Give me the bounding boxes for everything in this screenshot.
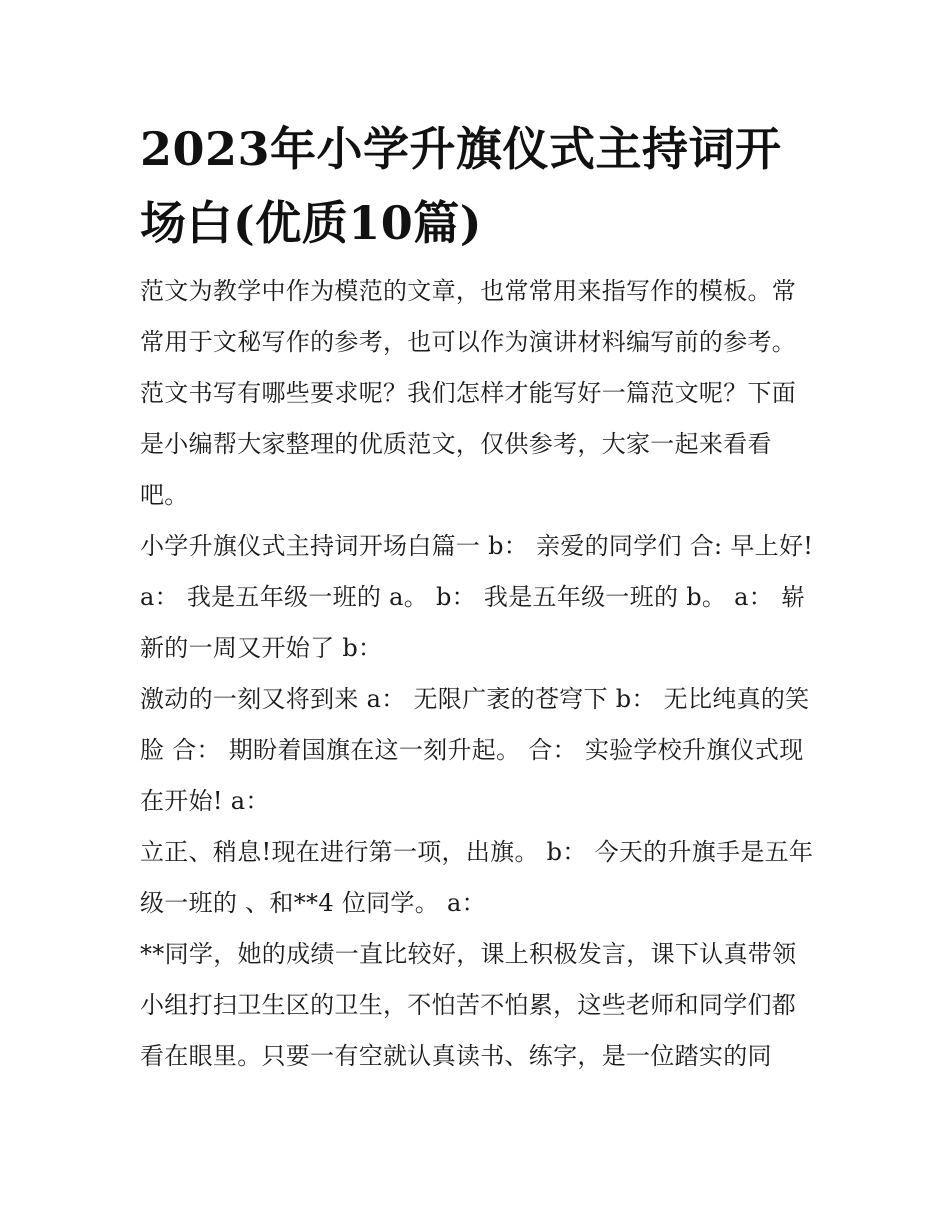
body-paragraph-2: 激动的一刻又将到来 a： 无限广袤的苍穹下 b： 无比纯真的笑脸 合： 期盼着国旗在这一刻升起。 合： 实验学校升旗仪式现在开始! a： [140,685,810,815]
body-paragraph-1: 小学升旗仪式主持词开场白篇一 b： 亲爱的同学们 合: 早上好! a： 我是五年级一班的 a。 b： 我是五年级一班的 b。 a： 崭新的一周又开始了 b： [140,532,814,662]
intro-paragraph: 范文为教学中作为模范的文章，也常常用来指写作的模板。常常用于文秘写作的参考，也可以作为演讲材料编写前的参考。范文书写有哪些要求呢？我们怎样才能写好一篇范文呢？下面是小编帮大家整理的优质范文，仅供参考，大家一起来看看吧。 [140,277,797,509]
body-paragraph-4: **同学，她的成绩一直比较好，课上积极发言，课下认真带领小组打扫卫生区的卫生，不怕苦不怕累，这些老师和同学们都看在眼里。只要一有空就认真读书、练字，是一位踏实的同 [140,940,797,1070]
document-title: 2023年小学升旗仪式主持词开场白(优质10篇) [140,122,782,250]
body-paragraph-3: 立正、稍息!现在进行第一项，出旗。 b： 今天的升旗手是五年级一班的 、和**4 位同学。 a： [140,838,814,917]
document-body [140,112,815,1082]
